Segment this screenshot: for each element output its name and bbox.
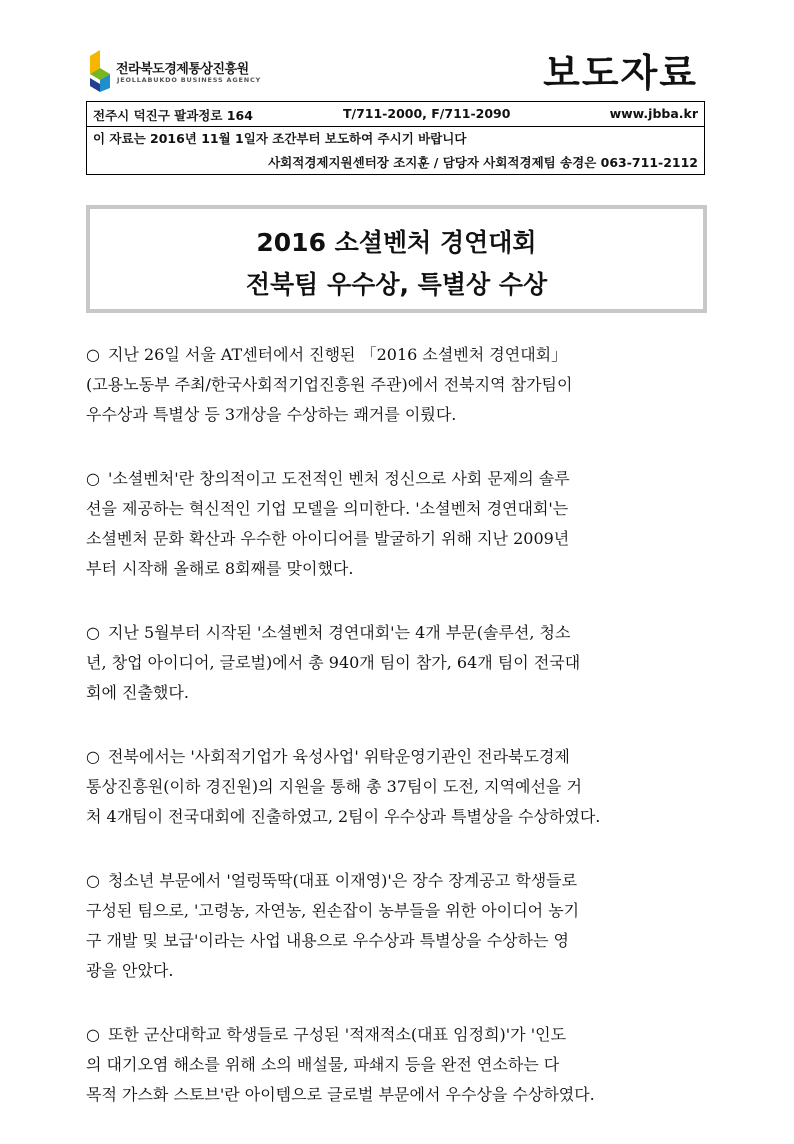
paragraph-text: 처 4개팀이 전국대회에 진출하였고, 2팀이 우수상과 특별상을 수상하였다.	[86, 807, 601, 826]
info-box	[86, 101, 705, 175]
website-link[interactable]: www.jbba.kr	[609, 106, 698, 121]
article-paragraph	[86, 618, 706, 708]
headline-line-1: 2016 소셜벤처 경연대회	[256, 228, 537, 257]
embargo-notice: 이 자료는 2016년 11월 1일자 조간부터 보도하여 주시기 바랍니다	[93, 131, 467, 146]
paragraph-text: 목적 가스화 스토브'란 아이템으로 글로벌 부문에서 우수상을 수상하였다.	[86, 1085, 595, 1104]
phone-fax: T/711-2000, F/711-2090	[343, 106, 511, 121]
paragraph-text: 구성된 팀으로, '고령농, 자연농, 왼손잡이 농부들을 위한 아이디어 농기	[86, 901, 580, 920]
paragraph-text: 지난 26일 서울 AT센터에서 진행된 「2016 소셜벤처 경연대회」	[107, 345, 568, 364]
paragraph-line	[86, 554, 706, 584]
paragraph-line	[86, 400, 706, 430]
paragraph-line	[86, 648, 706, 678]
paragraph-text: 년, 창업 아이디어, 글로벌)에서 총 940개 팀이 참가, 64개 팀이 전국대	[86, 653, 581, 672]
article-paragraph	[86, 1020, 706, 1110]
bullet-circle-icon: ○	[86, 871, 100, 890]
paragraph-text: 의 대기오염 해소를 위해 소의 배설물, 파쇄지 등을 완전 연소하는 다	[86, 1055, 560, 1074]
paragraph-text: 구 개발 및 보급'이라는 사업 내용으로 우수상과 특별상을 수상하는 영	[86, 931, 569, 950]
bullet-circle-icon: ○	[86, 1025, 100, 1044]
paragraph-line	[86, 896, 706, 926]
paragraph-line	[86, 1050, 706, 1080]
paragraph-text: 션을 제공하는 혁신적인 기업 모델을 의미한다. '소셜벤처 경연대회'는	[86, 499, 569, 518]
paragraph-text: 소셜벤처 문화 확산과 우수한 아이디어를 발굴하기 위해 지난 2009년	[86, 529, 570, 548]
paragraph-line	[86, 956, 706, 986]
paragraph-line	[86, 802, 706, 832]
paragraph-line	[86, 370, 706, 400]
document-type-title: 보도자료	[543, 51, 698, 95]
paragraph-text: 광을 안았다.	[86, 961, 174, 980]
paragraph-text: 우수상과 특별상 등 3개상을 수상하는 쾌거를 이뤘다.	[86, 405, 457, 424]
paragraph-line	[86, 494, 706, 524]
paragraph-line	[86, 524, 706, 554]
info-contact-row	[87, 102, 704, 127]
paragraph-text: 지난 5월부터 시작된 '소셜벤처 경연대회'는 4개 부문(솔루션, 청소	[107, 623, 571, 642]
logo-name-en: JEOLLABUKDO BUSINESS AGENCY	[117, 76, 262, 84]
paragraph-text: 전북에서는 '사회적기업가 육성사업' 위탁운영기관인 전라북도경제	[107, 747, 570, 766]
paragraph-line	[86, 926, 706, 956]
article-paragraph	[86, 866, 706, 986]
paragraph-text: 회에 진출했다.	[86, 683, 189, 702]
bullet-circle-icon: ○	[86, 623, 100, 642]
paragraph-text: '소셜벤처'란 창의적이고 도전적인 벤처 정신으로 사회 문제의 솔루	[107, 469, 570, 488]
headline-line-2: 전북팀 우수상, 특별상 수상	[245, 270, 548, 299]
article-body	[86, 340, 706, 1144]
paragraph-text: 통상진흥원(이하 경진원)의 지원을 통해 총 37팀이 도전, 지역예선을 거	[86, 777, 582, 796]
paragraph-line	[86, 618, 706, 648]
paragraph-line	[86, 742, 706, 772]
paragraph-line	[86, 1080, 706, 1110]
paragraph-text: 부터 시작해 올해로 8회째를 맞이했다.	[86, 559, 354, 578]
paragraph-line	[86, 464, 706, 494]
agency-logo	[86, 48, 316, 92]
logo-name-ko: 전라북도경제통상진흥원	[116, 62, 249, 77]
bullet-circle-icon: ○	[86, 747, 100, 766]
contact-person: 사회적경제지원센터장 조지훈 / 담당자 사회적경제팀 송경은 063-711-2112	[268, 155, 698, 170]
headline-box	[86, 205, 707, 313]
paragraph-line	[86, 340, 706, 370]
bullet-circle-icon: ○	[86, 469, 100, 488]
article-paragraph	[86, 340, 706, 430]
paragraph-line	[86, 866, 706, 896]
paragraph-text: 또한 군산대학교 학생들로 구성된 '적재적소(대표 임정희)'가 '인도	[107, 1025, 567, 1044]
address: 전주시 덕진구 팔과정로 164	[93, 108, 253, 123]
article-paragraph	[86, 464, 706, 584]
paragraph-line	[86, 1020, 706, 1050]
paragraph-line	[86, 772, 706, 802]
paragraph-line	[86, 678, 706, 708]
article-paragraph	[86, 742, 706, 832]
bullet-circle-icon: ○	[86, 345, 100, 364]
paragraph-text: (고용노동부 주최/한국사회적기업진흥원 주관)에서 전북지역 참가팀이	[86, 375, 573, 394]
paragraph-text: 청소년 부문에서 '얼렁뚝딱(대표 이재영)'은 장수 장계공고 학생들로	[107, 871, 578, 890]
